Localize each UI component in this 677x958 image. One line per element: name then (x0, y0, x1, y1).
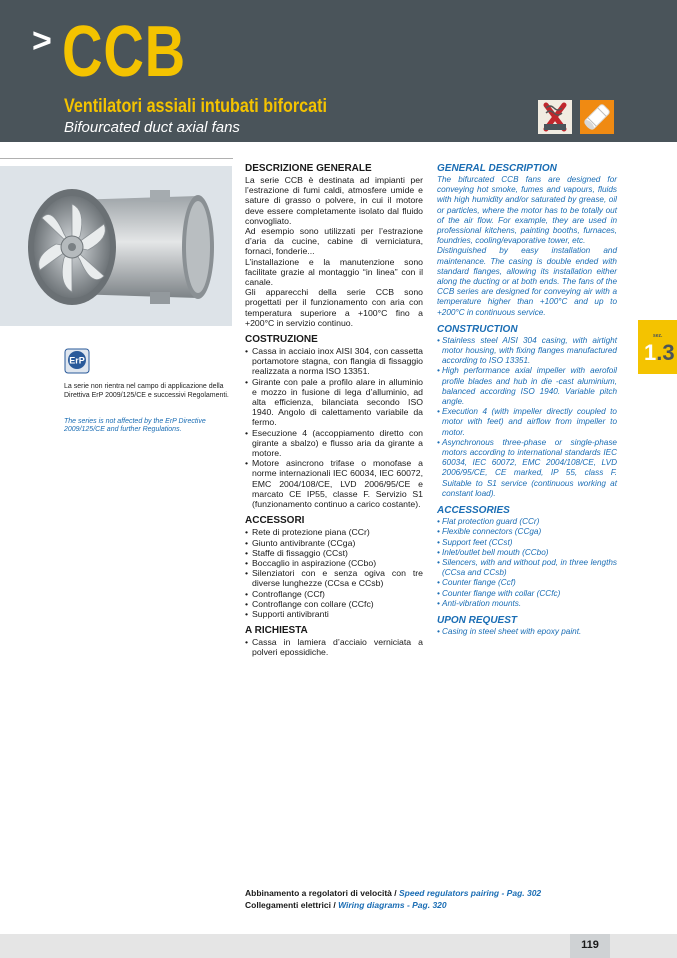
request-title-en: UPON REQUEST (437, 614, 518, 626)
regulators-label-it: Abbinamento a regolatori di velocità / (245, 888, 399, 898)
list-item: • Silencers, with and without pod, in three lengths (CCsa and CCsb) (437, 558, 617, 578)
accessories-list-it (245, 527, 423, 619)
general-paragraph-en: Distinguished by easy installation and maintenance. The casing is double ended with standard flanges, allowing its installation either along the ducting or at both ends. The fans of the CCB series are designed for conveying air with a temperature higher than +100°C and up to +200°C in continuous service. (437, 246, 617, 317)
accessories-title-en: ACCESSORIES (437, 505, 510, 517)
general-paragraph-en: The bifurcated CCB fans are designed for conveying hot smoke, fumes and vapours, fluids with high humidity and/or saturated by grease, oil or particles, where the motor has to be totally out of the air flow. For example, they are used in professional kitchens, painting booths, furnaces, foundries, cooling/evaporative tower, etc. (437, 175, 617, 246)
list-item: • Inlet/outlet bell mouth (CCbo) (437, 548, 617, 558)
footer-references (245, 887, 541, 911)
section-tab (638, 320, 677, 374)
general-title-en: GENERAL DESCRIPTION (437, 163, 557, 174)
product-code: CCB (62, 12, 187, 92)
list-item: • Staffe di fissaggio (CCst) (245, 548, 423, 558)
wiring-reference[interactable] (245, 899, 541, 911)
list-item: • Asynchronous three-phase or single-phase motors according to international standards IEC 60034, IEC 60072, EMC 2004/108/CE, LVD 2006/95/CE, CE marked, IP 55, class F. Suitable to S1 service (continuous working at constant load). (437, 438, 617, 499)
list-item: • Flat protection guard (CCr) (437, 517, 617, 527)
erp-note-italian: La serie non rientra nel campo di applicazione della Direttiva ErP 2009/125/CE e successivi Regolamenti. (64, 383, 229, 399)
wiring-label-it: Collegamenti elettrici / (245, 900, 339, 910)
list-item: • Stainless steel AISI 304 casing, with airtight motor housing, with fixing flanges manufactured according to ISO 13351. (437, 336, 617, 367)
header-band (0, 0, 677, 142)
construction-list-it (245, 346, 423, 509)
list-item: • Controflange (CCf) (245, 589, 423, 599)
section-number (644, 340, 675, 366)
general-paragraph-it: Ad esempio sono utilizzati per l’estrazione d’aria da cucine, cabine di verniciatura, fornaci, fonderie... (245, 226, 423, 257)
list-item: • Esecuzione 4 (accoppiamento diretto con girante a sbalzo) e flusso aria da girante a motore. (245, 428, 423, 459)
section-major: 1 (644, 340, 657, 365)
chevron-icon: > (32, 22, 52, 60)
list-item: • Rete di protezione piana (CCr) (245, 527, 423, 537)
svg-text:ErP: ErP (69, 355, 85, 366)
italian-column (245, 163, 423, 658)
title-italian: Ventilatori assiali intubati biforcati (64, 96, 327, 117)
regulators-link[interactable]: Speed regulators pairing - Pag. 302 (398, 888, 542, 898)
list-item: • Supporti antivibranti (245, 609, 423, 619)
general-paragraph-it: La serie CCB è destinata ad impianti per l’estrazione di fumi caldi, atmosfere umide e sature di grasso o polvere, in cui il motore deve essere completamente isolato dal fluido convogliato. (245, 175, 423, 226)
list-item: • Support feet (CCst) (437, 538, 617, 548)
title-english: Bifourcated duct axial fans (64, 119, 240, 136)
english-column (437, 163, 617, 637)
list-item: • Girante con pale a profilo alare in alluminio e mozzo in fusione di lega d’alluminio, ad alta efficienza, bilanciata secondo ISO 1940. Angolo di calettamento variabile da fermo. (245, 377, 423, 428)
list-item: • Counter flange (Ccf) (437, 578, 617, 588)
product-image (0, 166, 232, 326)
list-item: • Anti-vibration mounts. (437, 599, 617, 609)
list-item: • Casing in steel sheet with epoxy paint. (437, 627, 617, 637)
construction-title-en: CONSTRUCTION (437, 323, 518, 335)
list-item: • Boccaglio in aspirazione (CCbo) (245, 558, 423, 568)
list-item: • Flexible connectors (CCga) (437, 527, 617, 537)
list-item: • Cassa in acciaio inox AISI 304, con cassetta portamotore stagna, con flangia di fissaggio realizzata a norma ISO 13351. (245, 346, 423, 377)
general-paragraph-it: L’installazione e la manutenzione sono facilitate grazie al montaggio “in linea” con il canale. (245, 256, 423, 288)
divider (0, 158, 233, 159)
erp-icon (64, 348, 90, 374)
section-minor: .3 (656, 340, 675, 365)
general-paragraph-it: Gli apparecchi della serie CCB sono progettati per il funzionamento con aria con temperatura superiore a +100°C fino a +200°C in servizio continuo. (245, 287, 423, 328)
smoke-extraction-icon (538, 100, 572, 134)
request-list-it (245, 637, 423, 657)
request-title-it: A RICHIESTA (245, 625, 308, 637)
list-item: • Motore asincrono trifase o monofase a norme internazionali IEC 60034, IEC 60072, EMC 2004/108/CE, LVD 2006/95/CE e marcato CE IP55, classe F. Servizio S1 (funzionamento continuo a carico costante). (245, 458, 423, 509)
list-item: • Execution 4 (with impeller directly coupled to motor with feet) and airflow from impeller to motor. (437, 407, 617, 438)
list-item: • Giunto antivibrante (CCga) (245, 538, 423, 548)
list-item: • Counter flange with collar (CCfc) (437, 589, 617, 599)
construction-list-en (437, 336, 617, 499)
list-item: • High performance axial impeller with aerofoil profile blades and hub in die -cast aluminium, balanced according ISO 1940. Variable pitch angle. (437, 366, 617, 407)
section-label: sez. (653, 333, 663, 339)
wiring-link[interactable]: Wiring diagrams - Pag. 320 (338, 900, 447, 910)
construction-title-it: COSTRUZIONE (245, 334, 318, 346)
duct-pipe-icon (580, 100, 614, 134)
accessories-title-it: ACCESSORI (245, 515, 305, 527)
general-title-it: DESCRIZIONE GENERALE (245, 163, 372, 174)
list-item: • Cassa in lamiera d’acciaio verniciata a polveri epossidiche. (245, 637, 423, 657)
request-list-en (437, 627, 617, 637)
list-item: • Silenziatori con e senza ogiva con tre diverse lunghezze (CCsa e CCsb) (245, 568, 423, 588)
erp-note-english: The series is not affected by the ErP Directive 2009/125/CE and further Regulations. (64, 418, 206, 433)
regulators-reference[interactable] (245, 887, 541, 899)
list-item: • Controflange con collare (CCfc) (245, 599, 423, 609)
page-number-box (570, 934, 610, 958)
page-number: 119 (581, 939, 599, 951)
accessories-list-en (437, 517, 617, 609)
